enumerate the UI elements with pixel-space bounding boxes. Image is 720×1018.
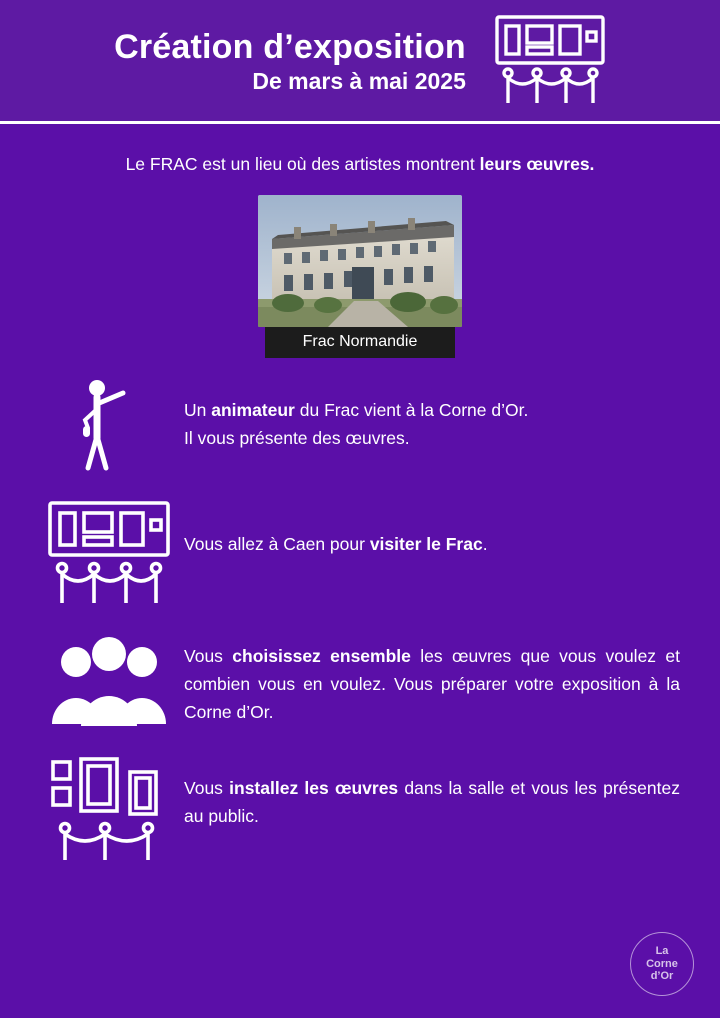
header-divider bbox=[0, 121, 720, 124]
step-item bbox=[0, 374, 720, 472]
group-people-icon bbox=[34, 634, 184, 728]
step-text-plain-2: dans la salle et vous les présentez au public. bbox=[184, 777, 680, 826]
step-text-bold: visiter le Frac bbox=[369, 533, 483, 554]
step-text-line2: Il vous présente des œuvres. bbox=[184, 427, 410, 448]
step-text-plain: Vous allez à Caen pour bbox=[184, 533, 370, 554]
logo-line-3: d’Or bbox=[650, 970, 674, 983]
presenter-person-icon bbox=[34, 374, 184, 472]
step-text bbox=[184, 754, 680, 831]
exhibition-frames-icon bbox=[34, 498, 184, 608]
step-text-bold: choisissez ensemble bbox=[232, 645, 411, 666]
intro-text-bold: leurs œuvres. bbox=[479, 154, 595, 174]
step-text bbox=[184, 634, 680, 727]
frac-normandie-building-photo bbox=[258, 195, 462, 327]
logo-line-2: Corne bbox=[646, 957, 678, 970]
step-text-plain-2: les œuvres que vous voulez et combien vous en voulez. Vous préparer votre exposition à la Corne d’Or. bbox=[184, 645, 680, 723]
step-text-plain: Un bbox=[184, 399, 212, 420]
artwork-install-icon bbox=[34, 754, 184, 866]
step-text bbox=[184, 498, 680, 558]
step-text-bold: animateur bbox=[211, 399, 295, 420]
frac-photo-block bbox=[258, 195, 462, 358]
step-text bbox=[184, 374, 680, 453]
steps-list bbox=[0, 374, 720, 866]
logo-line-1: La bbox=[655, 945, 669, 958]
step-item bbox=[0, 634, 720, 728]
step-text-plain: Vous bbox=[184, 645, 233, 666]
step-text-bold: installez les œuvres bbox=[229, 777, 399, 798]
step-text-plain-2: . bbox=[482, 533, 488, 554]
corne-dor-logo bbox=[630, 932, 694, 996]
page-header bbox=[0, 0, 720, 124]
intro-text-plain: Le FRAC est un lieu où des artistes montrent bbox=[125, 154, 480, 174]
page-title: Création d’exposition bbox=[114, 27, 466, 66]
step-item bbox=[0, 754, 720, 866]
intro-sentence bbox=[0, 124, 720, 177]
step-item bbox=[0, 498, 720, 608]
photo-caption: Frac Normandie bbox=[265, 327, 455, 358]
page-subtitle: De mars à mai 2025 bbox=[252, 68, 466, 95]
exhibition-frames-icon bbox=[494, 14, 606, 111]
header-text-block bbox=[114, 27, 466, 95]
step-text-plain: Vous bbox=[184, 777, 230, 798]
step-text-plain-2: du Frac vient à la Corne d’Or. bbox=[294, 399, 529, 420]
